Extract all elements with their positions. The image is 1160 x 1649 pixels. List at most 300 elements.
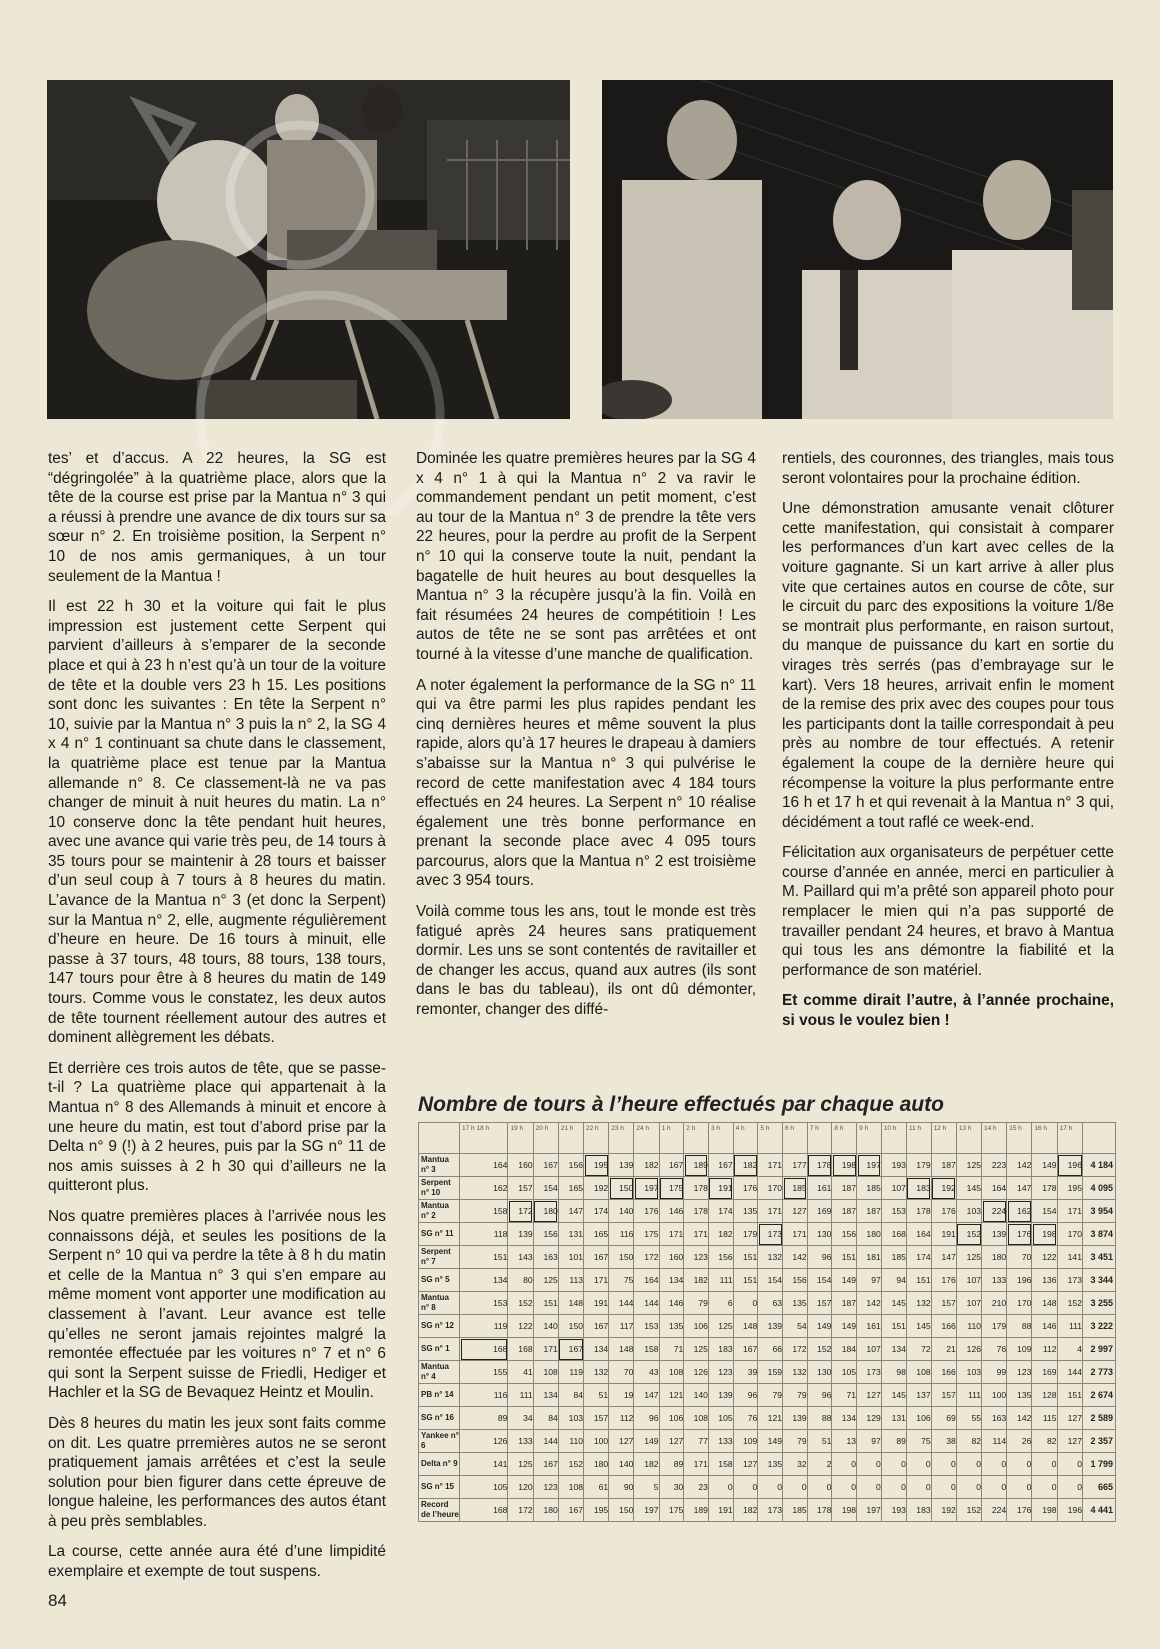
hour-header: 2 h: [684, 1123, 709, 1154]
lap-count-cell: 111: [508, 1384, 533, 1407]
lap-count-cell: 133: [708, 1430, 733, 1453]
lap-count-cell: 224: [982, 1200, 1007, 1223]
lap-count-cell: 96: [807, 1246, 832, 1269]
lap-count-cell: 110: [956, 1315, 981, 1338]
lap-count-cell: 196: [1057, 1154, 1082, 1177]
lap-count-cell: 69: [931, 1407, 956, 1430]
hour-header: 19 h: [508, 1123, 533, 1154]
lap-count-cell: 133: [982, 1269, 1007, 1292]
lap-count-cell: 89: [460, 1407, 508, 1430]
table-row: [419, 1177, 1116, 1200]
lap-count-cell: 107: [956, 1269, 981, 1292]
row-label: Yankee n° 6: [419, 1430, 460, 1453]
lap-count-cell: 80: [508, 1269, 533, 1292]
lap-count-cell: 162: [460, 1177, 508, 1200]
lap-count-cell: 0: [956, 1476, 981, 1499]
lap-count-cell: 134: [659, 1269, 684, 1292]
lap-count-cell: 108: [906, 1361, 931, 1384]
lap-count-cell: 77: [684, 1430, 709, 1453]
lap-count-cell: 112: [1032, 1338, 1057, 1361]
lap-count-cell: 100: [584, 1430, 609, 1453]
lap-count-cell: 88: [807, 1407, 832, 1430]
lap-count-cell: 106: [684, 1315, 709, 1338]
lap-count-cell: 156: [783, 1269, 808, 1292]
lap-count-cell: 23: [684, 1476, 709, 1499]
lap-count-cell: 76: [733, 1407, 758, 1430]
lap-count-cell: 89: [659, 1453, 684, 1476]
lap-count-cell: 79: [684, 1292, 709, 1315]
lap-count-cell: 166: [931, 1315, 956, 1338]
lap-count-cell: 126: [684, 1361, 709, 1384]
lap-count-cell: 158: [460, 1200, 508, 1223]
lap-count-cell: 193: [881, 1154, 906, 1177]
lap-count-cell: 156: [558, 1154, 583, 1177]
total-cell: 3 222: [1083, 1315, 1116, 1338]
lap-count-cell: 180: [982, 1246, 1007, 1269]
row-label: SG n° 12: [419, 1315, 460, 1338]
lap-count-cell: 198: [1032, 1499, 1057, 1522]
lap-count-cell: 182: [684, 1269, 709, 1292]
lap-count-cell: 135: [1007, 1384, 1032, 1407]
lap-count-cell: 198: [832, 1499, 857, 1522]
lap-count-cell: 127: [1057, 1407, 1082, 1430]
table-header-row: [419, 1123, 1116, 1154]
lap-count-cell: 13: [832, 1430, 857, 1453]
lap-count-cell: 127: [659, 1430, 684, 1453]
lap-count-cell: 71: [832, 1384, 857, 1407]
lap-count-cell: 126: [460, 1430, 508, 1453]
lap-count-cell: 89: [881, 1430, 906, 1453]
lap-count-cell: 166: [931, 1361, 956, 1384]
lap-count-cell: 187: [931, 1154, 956, 1177]
paragraph: Nos quatre premières places à l’arrivée nous les connaissons déjà, et seules les positions de la Serpent n° 10 qui va perdre la tête à 8 h du matin et celle de la Mantua n° 3 qui s’en empare au même moment vont apporter une modification au classement à l’avant. Leur avance est telle qu’elles ne seront jamais rejointes malgré la remontée effectuée par les voitures n° 7 et n° 6 qui sont la Serpent suisse de Friedli, Hediger et Hachler et la SG de Bevaquez Heintz et Moulin.: [48, 1207, 386, 1402]
lap-count-cell: 192: [931, 1499, 956, 1522]
lap-count-cell: 111: [708, 1269, 733, 1292]
lap-count-cell: 173: [1057, 1269, 1082, 1292]
lap-count-cell: 30: [659, 1476, 684, 1499]
lap-count-cell: 167: [659, 1154, 684, 1177]
lap-count-cell: 125: [508, 1453, 533, 1476]
paragraph: La course, cette année aura été d’une limpidité exemplaire et exempte de tout suspens.: [48, 1543, 386, 1581]
lap-count-cell: 121: [659, 1384, 684, 1407]
lap-count-cell: 76: [982, 1338, 1007, 1361]
lap-count-cell: 118: [460, 1223, 508, 1246]
lap-count-cell: 178: [906, 1200, 931, 1223]
lap-count-cell: 189: [684, 1499, 709, 1522]
lap-count-cell: 173: [758, 1499, 783, 1522]
paragraph: Il est 22 h 30 et la voiture qui fait le plus impression est justement cette Serpent qui parvient d’ailleurs à s’emparer de la seconde place et qui à 23 h n’est qu’à un tour de la voiture de tête et la double vers 23 h 15. Les positions sont donc les suivantes : En tête la Serpent n° 10, suivie par la Mantua n° 3 puis la n° 2, la SG 4 x 4 n° 1 continuant sa chute dans le classement, la quatrième place est tenue par la Mantua allemande n° 8. Ce classement-là ne va pas changer de minuit à nuit heures du matin. La n° 10 conserve donc la tête pendant huit heures, avec une avance qui varie très peu, de 14 tours à 35 tours pour se maintenir à 28 tours et baisser d’un seul coup à 7 tours à 8 heures du matin. L’avance de la Mantua n° 3 (et donc la Serpent) sur la Mantua n° 2, elle, augmente régulièrement d’heure en heure. De 16 tours à minuit, elle passe à 37 tours, 48 tours, 88 tours, 138 tours, 147 tours pour être à 8 heures du matin de 149 tours. Comme vous le constatez, les deux autos de tête tournent réellement autour des autres et dominent allègrement les débats.: [48, 598, 386, 1047]
lap-count-cell: 96: [733, 1384, 758, 1407]
row-label: SG n° 1: [419, 1338, 460, 1361]
row-label: PB n° 14: [419, 1384, 460, 1407]
lap-count-cell: 196: [1007, 1269, 1032, 1292]
lap-count-cell: 151: [733, 1269, 758, 1292]
lap-count-cell: 175: [659, 1177, 684, 1200]
lap-count-cell: 145: [956, 1177, 981, 1200]
hour-header: 11 h: [906, 1123, 931, 1154]
lap-count-cell: 5: [634, 1476, 659, 1499]
lap-count-cell: 210: [982, 1292, 1007, 1315]
lap-count-cell: 26: [1007, 1430, 1032, 1453]
lap-count-cell: 132: [783, 1361, 808, 1384]
lap-count-cell: 116: [460, 1384, 508, 1407]
hour-header: 3 h: [708, 1123, 733, 1154]
article-column-1: [48, 449, 386, 1593]
lap-count-cell: 167: [558, 1499, 583, 1522]
lap-count-cell: 179: [982, 1315, 1007, 1338]
lap-count-cell: 38: [931, 1430, 956, 1453]
row-label: Serpent n° 7: [419, 1246, 460, 1269]
lap-count-cell: 168: [460, 1338, 508, 1361]
lap-count-cell: 79: [783, 1430, 808, 1453]
lap-count-cell: 180: [533, 1200, 558, 1223]
paragraph: rentiels, des couronnes, des triangles, mais tous seront volontaires pour la prochaine édition.: [782, 450, 1114, 487]
lap-count-cell: 181: [857, 1246, 882, 1269]
hour-header: 13 h: [956, 1123, 981, 1154]
table-row: [419, 1407, 1116, 1430]
lap-count-cell: 171: [684, 1223, 709, 1246]
lap-count-cell: 115: [1032, 1407, 1057, 1430]
total-cell: 3 874: [1083, 1223, 1116, 1246]
lap-count-cell: 155: [460, 1361, 508, 1384]
lap-count-cell: 139: [982, 1223, 1007, 1246]
lap-count-cell: 160: [659, 1246, 684, 1269]
lap-count-cell: 139: [708, 1384, 733, 1407]
lap-count-cell: 145: [881, 1292, 906, 1315]
lap-count-cell: 140: [533, 1315, 558, 1338]
table-header-corner: [419, 1123, 460, 1154]
lap-count-cell: 0: [708, 1476, 733, 1499]
lap-count-cell: 185: [857, 1177, 882, 1200]
lap-count-cell: 127: [609, 1430, 634, 1453]
lap-count-cell: 167: [533, 1453, 558, 1476]
total-cell: 2 674: [1083, 1384, 1116, 1407]
lap-count-cell: 164: [634, 1269, 659, 1292]
closing-paragraph: Et comme dirait l’autre, à l’année prochaine, si vous le voulez bien !: [782, 992, 1114, 1030]
lap-count-cell: 43: [634, 1361, 659, 1384]
lap-count-cell: 0: [857, 1476, 882, 1499]
hour-header: 6 h: [783, 1123, 808, 1154]
lap-count-cell: 149: [758, 1430, 783, 1453]
lap-count-cell: 98: [881, 1361, 906, 1384]
lap-count-cell: 224: [982, 1499, 1007, 1522]
row-label: Delta n° 9: [419, 1453, 460, 1476]
lap-count-cell: 154: [533, 1177, 558, 1200]
paragraph: Une démonstration amusante venait clôturer cette manifestation, qui consistait à comparer les performances d’un kart avec celles de la voiture gagnante. Si un kart arrive à aller plus vite que certaines autos en course de côte, sur le circuit du parc des expositions la voiture 1/8e se montrait plus performante, en raison surtout, du manque de puissance du kart en sortie du virages très serrés (pas d’embrayage sur le kart). Vers 18 heures, arrivait enfin le moment de la remise des prix avec des coupes pour tous les participants dont la taille correspondait à peu près au nombre de tour effectués. A retenir également la coupe de la dernière heure qui récompense la voiture la plus performante entre 16 h et 17 h et qui revenait à la Mantua n° 3 qui, décidément a tout raflé ce week-end.: [782, 500, 1114, 831]
table-row: [419, 1338, 1116, 1361]
lap-count-cell: 90: [609, 1476, 634, 1499]
lap-count-cell: 172: [508, 1200, 533, 1223]
lap-count-cell: 21: [931, 1338, 956, 1361]
lap-count-cell: 0: [807, 1476, 832, 1499]
lap-count-cell: 61: [584, 1476, 609, 1499]
lap-count-cell: 71: [659, 1338, 684, 1361]
lap-count-cell: 107: [956, 1292, 981, 1315]
lap-count-cell: 178: [807, 1499, 832, 1522]
lap-count-cell: 146: [659, 1200, 684, 1223]
lap-count-cell: 154: [807, 1269, 832, 1292]
lap-count-cell: 159: [758, 1361, 783, 1384]
total-cell: 2 997: [1083, 1338, 1116, 1361]
lap-count-cell: 195: [584, 1499, 609, 1522]
lap-count-cell: 150: [558, 1315, 583, 1338]
row-label: Mantua n° 3: [419, 1154, 460, 1177]
lap-count-cell: 140: [684, 1384, 709, 1407]
lap-count-cell: 135: [659, 1315, 684, 1338]
lap-count-cell: 4: [1057, 1338, 1082, 1361]
lap-count-cell: 151: [460, 1246, 508, 1269]
lap-count-cell: 191: [931, 1223, 956, 1246]
lap-count-cell: 178: [684, 1200, 709, 1223]
total-header: [1083, 1123, 1116, 1154]
lap-count-cell: 164: [982, 1177, 1007, 1200]
lap-count-cell: 151: [733, 1246, 758, 1269]
paragraph: Dominée les quatre premières heures par la SG 4 x 4 n° 1 à qui la Mantua n° 2 va ravir le commandement pendant un petit moment, c’est au tour de la Mantua n° 3 de prendre la tête vers 22 heures, pour la perdre au profit de la Serpent n° 10 qui la conserve toute la nuit, pendant la bagatelle de huit heures au bout desquelles la Mantua n° 3 la récupère jusqu’à la fin. Voilà en fait résumées 24 heures de compétitioin ! Les autos de tête ne se sont pas arrêtées et ont tourné à la vitesse d’une manche de qualification.: [416, 450, 756, 663]
lap-count-cell: 157: [584, 1407, 609, 1430]
lap-count-cell: 164: [906, 1223, 931, 1246]
lap-count-cell: 175: [659, 1499, 684, 1522]
lap-count-cell: 185: [783, 1499, 808, 1522]
lap-count-cell: 180: [533, 1499, 558, 1522]
lap-count-cell: 75: [609, 1269, 634, 1292]
paragraph: Et derrière ces trois autos de tête, que se passe-t-il ? La quatrième place qui appartenait à la Mantua n° 8 des Allemands à minuit et encore à une heure du matin, est tout d’abord prise par la Delta n° 9 (!) à 2 heures, puis par la SG n° 11 de nos amis suisses à 2 h 30 qui d’ailleurs ne la quitteront plus.: [48, 1059, 386, 1195]
row-label: SG n° 16: [419, 1407, 460, 1430]
lap-count-cell: 140: [609, 1453, 634, 1476]
lap-count-cell: 223: [982, 1154, 1007, 1177]
lap-count-cell: 0: [1032, 1476, 1057, 1499]
paragraph: Voilà comme tous les ans, tout le monde est très fatigué après 24 heures sans pratiquement dormir. Les uns se sont contentés de ravitailler et de changer les accus, quand aux autres (ils sont dans le bas du tableau), ils ont dû démonter, remonter, changer des diffé-: [416, 903, 756, 1019]
lap-count-cell: 79: [783, 1384, 808, 1407]
lap-count-cell: 101: [558, 1246, 583, 1269]
lap-count-cell: 131: [881, 1407, 906, 1430]
total-cell: 3 451: [1083, 1246, 1116, 1269]
lap-count-cell: 161: [857, 1315, 882, 1338]
lap-count-cell: 119: [460, 1315, 508, 1338]
lap-count-cell: 191: [584, 1292, 609, 1315]
lap-count-cell: 191: [708, 1177, 733, 1200]
lap-count-cell: 163: [982, 1407, 1007, 1430]
lap-count-cell: 0: [931, 1453, 956, 1476]
laps-per-hour-table: [418, 1122, 1116, 1522]
lap-count-cell: 0: [1057, 1453, 1082, 1476]
lap-count-cell: 177: [783, 1154, 808, 1177]
lap-count-cell: 172: [783, 1338, 808, 1361]
lap-count-cell: 175: [634, 1223, 659, 1246]
lap-count-cell: 171: [533, 1338, 558, 1361]
lap-count-cell: 123: [533, 1476, 558, 1499]
lap-count-cell: 134: [533, 1384, 558, 1407]
lap-count-cell: 162: [1007, 1200, 1032, 1223]
lap-count-cell: 149: [634, 1430, 659, 1453]
lap-count-cell: 149: [832, 1315, 857, 1338]
lap-count-cell: 197: [634, 1177, 659, 1200]
lap-count-cell: 66: [758, 1338, 783, 1361]
table-row: [419, 1430, 1116, 1453]
hour-header: 8 h: [832, 1123, 857, 1154]
total-cell: 4 184: [1083, 1154, 1116, 1177]
hour-header: 9 h: [857, 1123, 882, 1154]
lap-count-cell: 168: [881, 1223, 906, 1246]
lap-count-cell: 116: [609, 1223, 634, 1246]
lap-count-cell: 133: [508, 1430, 533, 1453]
lap-count-cell: 121: [758, 1407, 783, 1430]
lap-count-cell: 176: [931, 1269, 956, 1292]
lap-count-cell: 144: [609, 1292, 634, 1315]
lap-count-cell: 136: [1032, 1269, 1057, 1292]
lap-count-cell: 97: [857, 1430, 882, 1453]
lap-count-cell: 145: [881, 1384, 906, 1407]
row-label: Record de l’heure: [419, 1499, 460, 1522]
lap-count-cell: 70: [609, 1361, 634, 1384]
lap-count-cell: 119: [558, 1361, 583, 1384]
table-row: [419, 1200, 1116, 1223]
lap-count-cell: 185: [783, 1177, 808, 1200]
lap-count-cell: 105: [708, 1407, 733, 1430]
hour-header: 21 h: [558, 1123, 583, 1154]
lap-count-cell: 171: [758, 1154, 783, 1177]
lap-count-cell: 79: [758, 1384, 783, 1407]
lap-count-cell: 109: [733, 1430, 758, 1453]
lap-count-cell: 2: [807, 1453, 832, 1476]
total-cell: 665: [1083, 1476, 1116, 1499]
lap-count-cell: 63: [758, 1292, 783, 1315]
hour-header: 17 h 18 h: [460, 1123, 508, 1154]
lap-count-cell: 167: [584, 1315, 609, 1338]
lap-count-cell: 179: [906, 1154, 931, 1177]
lap-count-cell: 6: [708, 1292, 733, 1315]
lap-count-cell: 169: [1032, 1361, 1057, 1384]
row-label: Mantua n° 4: [419, 1361, 460, 1384]
lap-count-cell: 167: [558, 1338, 583, 1361]
lap-count-cell: 156: [708, 1246, 733, 1269]
lap-count-cell: 123: [684, 1246, 709, 1269]
lap-count-cell: 39: [733, 1361, 758, 1384]
lap-count-cell: 120: [508, 1476, 533, 1499]
lap-count-cell: 129: [857, 1407, 882, 1430]
lap-count-cell: 187: [832, 1200, 857, 1223]
lap-count-cell: 0: [733, 1292, 758, 1315]
lap-count-cell: 0: [881, 1476, 906, 1499]
lap-count-cell: 178: [807, 1154, 832, 1177]
lap-count-cell: 144: [533, 1430, 558, 1453]
lap-count-cell: 154: [1032, 1200, 1057, 1223]
lap-count-cell: 0: [832, 1453, 857, 1476]
lap-count-cell: 108: [558, 1476, 583, 1499]
lap-count-cell: 127: [783, 1200, 808, 1223]
lap-count-cell: 173: [758, 1223, 783, 1246]
lap-count-cell: 152: [956, 1499, 981, 1522]
lap-count-cell: 127: [1057, 1430, 1082, 1453]
lap-count-cell: 178: [684, 1177, 709, 1200]
row-label: Mantua n° 2: [419, 1200, 460, 1223]
lap-count-cell: 153: [634, 1315, 659, 1338]
lap-count-cell: 153: [460, 1292, 508, 1315]
lap-count-cell: 152: [1057, 1292, 1082, 1315]
lap-count-cell: 150: [609, 1499, 634, 1522]
lap-count-cell: 132: [584, 1361, 609, 1384]
lap-count-cell: 187: [832, 1292, 857, 1315]
lap-count-cell: 0: [1057, 1476, 1082, 1499]
lap-count-cell: 176: [1007, 1223, 1032, 1246]
total-cell: 3 344: [1083, 1269, 1116, 1292]
lap-count-cell: 160: [508, 1154, 533, 1177]
lap-count-cell: 157: [931, 1292, 956, 1315]
lap-count-cell: 172: [634, 1246, 659, 1269]
table-row: [419, 1154, 1116, 1177]
lap-count-cell: 0: [1032, 1453, 1057, 1476]
lap-count-cell: 75: [906, 1430, 931, 1453]
lap-count-cell: 0: [758, 1476, 783, 1499]
lap-count-cell: 84: [558, 1384, 583, 1407]
lap-count-cell: 125: [684, 1338, 709, 1361]
table-row: [419, 1223, 1116, 1246]
lap-count-cell: 114: [982, 1430, 1007, 1453]
lap-count-cell: 163: [533, 1246, 558, 1269]
lap-count-cell: 150: [609, 1246, 634, 1269]
lap-count-cell: 51: [807, 1430, 832, 1453]
lap-count-cell: 152: [508, 1292, 533, 1315]
lap-count-cell: 103: [956, 1200, 981, 1223]
hour-header: 17 h: [1057, 1123, 1082, 1154]
table-row: [419, 1453, 1116, 1476]
lap-count-cell: 105: [460, 1476, 508, 1499]
hour-header: 5 h: [758, 1123, 783, 1154]
lap-count-cell: 167: [533, 1154, 558, 1177]
lap-count-cell: 187: [832, 1177, 857, 1200]
lap-count-cell: 196: [1057, 1499, 1082, 1522]
lap-count-cell: 84: [533, 1407, 558, 1430]
lap-count-cell: 100: [982, 1384, 1007, 1407]
lap-count-cell: 185: [881, 1246, 906, 1269]
photo-left-night-workbench: [47, 80, 570, 419]
hour-header: 12 h: [931, 1123, 956, 1154]
lap-count-cell: 134: [460, 1269, 508, 1292]
lap-count-cell: 142: [1007, 1154, 1032, 1177]
lap-count-cell: 171: [584, 1269, 609, 1292]
lap-count-cell: 174: [708, 1200, 733, 1223]
lap-count-cell: 54: [783, 1315, 808, 1338]
lap-count-cell: 0: [881, 1453, 906, 1476]
hour-header: 23 h: [609, 1123, 634, 1154]
total-cell: 4 441: [1083, 1499, 1116, 1522]
lap-count-cell: 151: [881, 1315, 906, 1338]
lap-count-cell: 0: [906, 1476, 931, 1499]
lap-count-cell: 170: [1057, 1223, 1082, 1246]
lap-count-cell: 184: [832, 1338, 857, 1361]
table-row: [419, 1499, 1116, 1522]
lap-count-cell: 147: [634, 1384, 659, 1407]
lap-count-cell: 195: [584, 1154, 609, 1177]
table-title: Nombre de tours à l’heure effectués par chaque auto: [418, 1093, 944, 1116]
lap-count-cell: 137: [906, 1384, 931, 1407]
lap-count-cell: 197: [857, 1499, 882, 1522]
lap-count-cell: 113: [558, 1269, 583, 1292]
total-cell: 3 954: [1083, 1200, 1116, 1223]
lap-count-cell: 0: [783, 1476, 808, 1499]
lap-count-cell: 125: [956, 1154, 981, 1177]
lap-count-cell: 103: [956, 1361, 981, 1384]
lap-count-cell: 134: [832, 1407, 857, 1430]
lap-count-cell: 108: [659, 1361, 684, 1384]
lap-count-cell: 195: [1057, 1177, 1082, 1200]
lap-count-cell: 171: [1057, 1200, 1082, 1223]
lap-count-cell: 125: [956, 1246, 981, 1269]
lap-count-cell: 171: [758, 1200, 783, 1223]
lap-count-cell: 147: [1007, 1177, 1032, 1200]
lap-count-cell: 144: [1057, 1361, 1082, 1384]
lap-count-cell: 146: [659, 1292, 684, 1315]
lap-count-cell: 174: [584, 1200, 609, 1223]
